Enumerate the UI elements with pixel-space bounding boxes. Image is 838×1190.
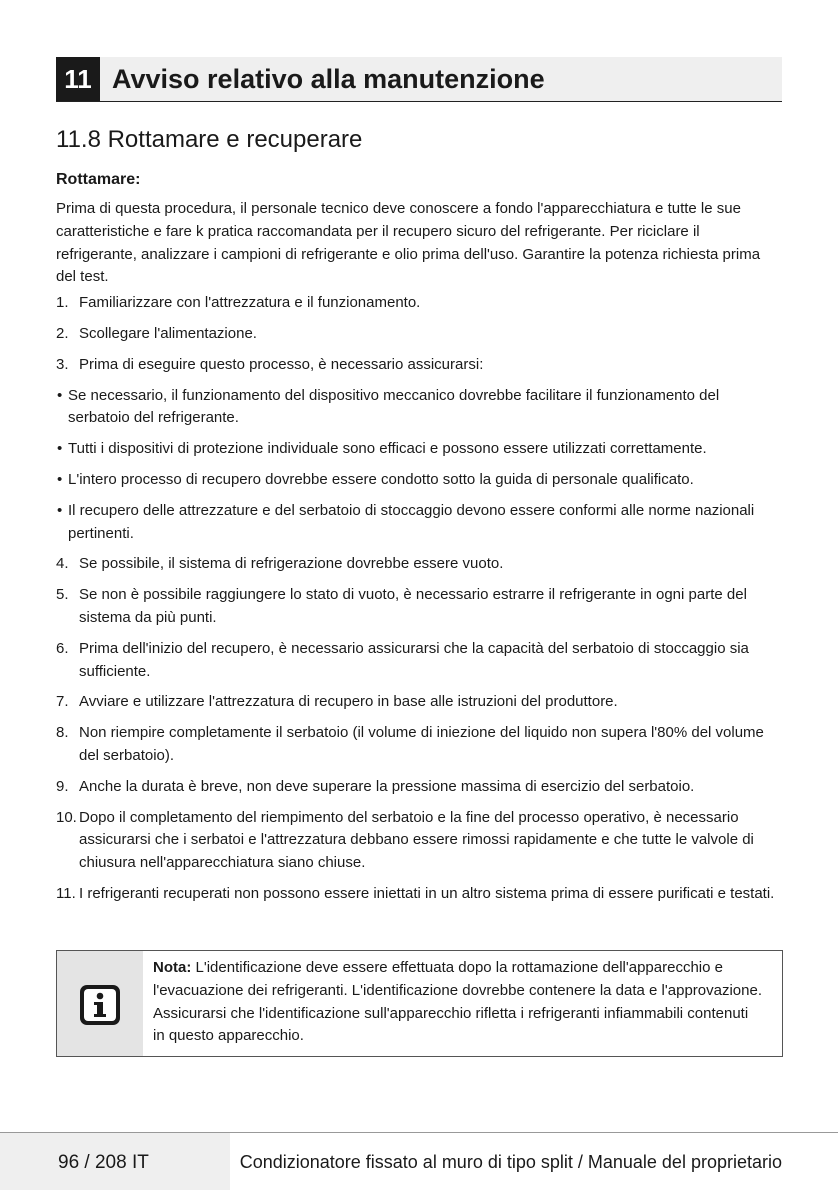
bullet-item bbox=[56, 469, 784, 492]
step-text: Prima dell'inizio del recupero, è necessario assicurarsi che la capacità del serbatoio di stoccaggio sia sufficiente. bbox=[79, 639, 749, 680]
note-box bbox=[56, 950, 783, 1057]
section-title: 11.8 Rottamare e recuperare bbox=[56, 126, 363, 153]
bullet-item bbox=[56, 438, 784, 461]
step-text: Scollegare l'alimentazione. bbox=[79, 324, 257, 342]
step-number: 11. bbox=[56, 884, 76, 902]
step-number: 2. bbox=[56, 324, 69, 342]
step-number: 3. bbox=[56, 355, 69, 373]
step-number: 1. bbox=[56, 294, 69, 312]
info-icon bbox=[79, 984, 121, 1026]
bullet-text: Se necessario, il funzionamento del dispositivo meccanico dovrebbe facilitare il funzionamento del serbatoio del refrigerante. bbox=[68, 386, 720, 427]
step-text: Familiarizzare con l'attrezzatura e il funzionamento. bbox=[79, 294, 421, 312]
list-item bbox=[56, 638, 784, 684]
steps-list-b bbox=[56, 553, 784, 905]
step-text: Non riempire completamente il serbatoio (il volume di iniezione del liquido non supera l'80% del volume del serbatoio). bbox=[79, 724, 764, 764]
bullet-dot-icon: • bbox=[57, 440, 63, 458]
chapter-title: Avviso relativo alla manutenzione bbox=[112, 64, 545, 94]
chapter-number: 11 bbox=[56, 57, 100, 101]
bullet-text: Il recupero delle attrezzature e del serbatoio di stoccaggio devono essere conformi alle norme nazionali pertinenti. bbox=[68, 501, 755, 542]
bullet-dot-icon: • bbox=[57, 386, 63, 404]
bullet-item bbox=[56, 385, 784, 431]
note-text bbox=[153, 957, 763, 1048]
list-item bbox=[56, 354, 784, 377]
intro-paragraph: Prima di questa procedura, il personale tecnico deve conoscere a fondo l'apparecchiatura e tutte le sue caratteristiche e fare k pratica raccomandata per il recupero sicuro del refrigerante. Per riciclare il refrigerante, analizzare i campioni di refrigerante e olio prima dell'uso. Garantire la potenza richiesta prima del test. bbox=[56, 200, 761, 286]
bullet-dot-icon: • bbox=[57, 470, 63, 488]
subheading: Rottamare: bbox=[56, 171, 141, 188]
list-item bbox=[56, 553, 784, 576]
step-number: 6. bbox=[56, 639, 69, 657]
document-title: Condizionatore fissato al muro di tipo split / Manuale del proprietario bbox=[239, 1152, 782, 1172]
step-number: 10. bbox=[56, 808, 77, 826]
step-number: 4. bbox=[56, 555, 69, 573]
step-text: Prima di eseguire questo processo, è necessario assicurarsi: bbox=[79, 355, 484, 373]
list-item bbox=[56, 722, 784, 768]
step-number: 8. bbox=[56, 724, 69, 742]
step-text: I refrigeranti recuperati non possono essere iniettati in un altro sistema prima di essere purificati e testati. bbox=[79, 884, 775, 902]
bullet-text: L'intero processo di recupero dovrebbe essere condotto sotto la guida di personale qualificato. bbox=[68, 470, 694, 488]
step-number: 7. bbox=[56, 693, 69, 711]
list-item bbox=[56, 883, 784, 906]
step-number: 9. bbox=[56, 777, 69, 795]
body-content bbox=[56, 198, 784, 914]
steps-list-a bbox=[56, 292, 784, 376]
list-item bbox=[56, 807, 784, 875]
bullet-text: Tutti i dispositivi di protezione individuale sono efficaci e possono essere utilizzati correttamente. bbox=[68, 440, 707, 458]
note-icon-area bbox=[57, 951, 143, 1056]
list-item bbox=[56, 292, 784, 315]
bullet-list bbox=[56, 385, 784, 546]
note-label: Nota: bbox=[153, 959, 192, 976]
chapter-header bbox=[56, 57, 782, 102]
bullet-dot-icon: • bbox=[57, 501, 63, 519]
step-text: Se non è possibile raggiungere lo stato di vuoto, è necessario estrarre il refrigerante in ogni parte del sistema da più punti. bbox=[79, 586, 747, 626]
list-item bbox=[56, 323, 784, 346]
step-text: Se possibile, il sistema di refrigerazione dovrebbe essere vuoto. bbox=[79, 555, 504, 573]
page-number: 96 / 208 IT bbox=[58, 1152, 149, 1173]
step-text: Avviare e utilizzare l'attrezzatura di recupero in base alle istruzioni del produttore. bbox=[79, 693, 618, 711]
step-text: Anche la durata è breve, non deve superare la pressione massima di esercizio del serbatoio. bbox=[79, 777, 695, 795]
step-text: Dopo il completamento del riempimento del serbatoio e la fine del processo operativo, è necessario assicurarsi che i serbatoi e l'attrezzatura debbano essere rimossi rapidamente e che tutte le valvole di chiusura nell'apparecchiatura siano chiuse. bbox=[79, 808, 754, 872]
list-item bbox=[56, 776, 784, 799]
step-number: 5. bbox=[56, 586, 69, 604]
bullet-item bbox=[56, 500, 784, 546]
list-item bbox=[56, 584, 784, 630]
list-item bbox=[56, 691, 784, 714]
note-body: L'identificazione deve essere effettuata dopo la rottamazione dell'apparecchio e l'evacuazione dei refrigeranti. L'identificazione dovrebbe contenere la data e l'approvazione. Assicurarsi che l'identificazione sull'apparecchio rifletta i refrigeranti infiammabili contenuti in questo apparecchio. bbox=[153, 959, 762, 1045]
